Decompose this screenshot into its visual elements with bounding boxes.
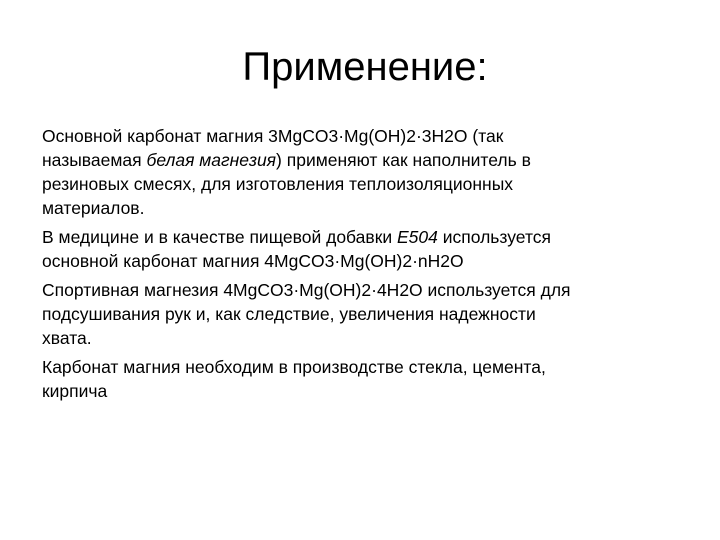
paragraph bbox=[42, 225, 682, 273]
text-line bbox=[42, 124, 682, 148]
italic-text: белая магнезия bbox=[146, 150, 277, 170]
text-segment: подсушивания рук и, как следствие, увеличения надежности bbox=[42, 304, 536, 324]
paragraph bbox=[42, 355, 682, 403]
text-line bbox=[42, 196, 682, 220]
text-segment: Карбонат магния необходим в производстве стекла, цемента, bbox=[42, 357, 546, 377]
text-segment: резиновых смесях, для изготовления теплоизоляционных bbox=[42, 174, 514, 194]
text-segment: называемая bbox=[42, 150, 147, 170]
text-segment: В медицине и в качестве пищевой добавки bbox=[42, 227, 397, 247]
text-segment: ) применяют как наполнитель в bbox=[276, 150, 531, 170]
text-line bbox=[42, 148, 682, 172]
text-segment: основной карбонат магния 4MgCO3·Mg(OH)2·nH2O bbox=[42, 251, 464, 271]
text-line bbox=[42, 355, 682, 379]
text-segment: материалов. bbox=[42, 198, 145, 218]
paragraph bbox=[42, 124, 682, 220]
text-line bbox=[42, 249, 682, 273]
text-segment: кирпича bbox=[42, 381, 108, 401]
text-line bbox=[42, 379, 682, 403]
paragraph bbox=[42, 278, 682, 350]
text-line bbox=[42, 302, 682, 326]
text-line bbox=[42, 326, 682, 350]
slide-body bbox=[42, 124, 682, 408]
text-segment: Основной карбонат магния 3MgCO3·Mg(OH)2·3H2O (так bbox=[42, 126, 504, 146]
text-line bbox=[42, 172, 682, 196]
text-line bbox=[42, 278, 682, 302]
text-segment: Спортивная магнезия 4MgCO3·Mg(OH)2·4H2O используется для bbox=[42, 280, 571, 300]
italic-text: E504 bbox=[397, 227, 438, 247]
text-segment: используется bbox=[437, 227, 551, 247]
slide-title: Применение: bbox=[242, 45, 488, 89]
text-segment: хвата. bbox=[42, 328, 92, 348]
text-line bbox=[42, 225, 682, 249]
